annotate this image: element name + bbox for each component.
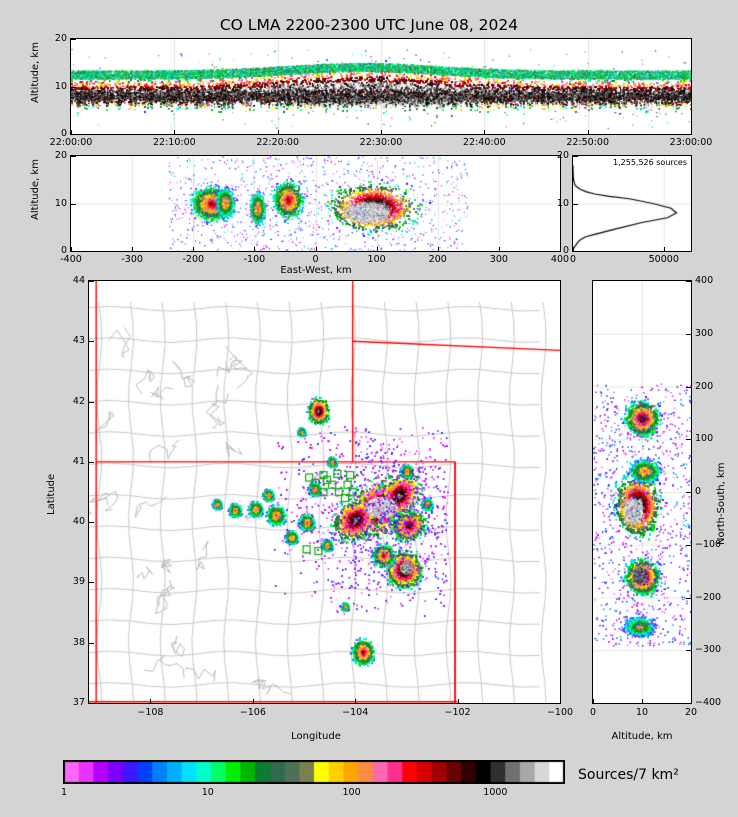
colorbar-tick-label: 10 xyxy=(201,787,214,798)
tick-label: 400 xyxy=(695,275,714,286)
tick-label: 0 xyxy=(60,245,67,256)
axis-tick xyxy=(438,247,439,252)
tick-label: 0 xyxy=(589,707,597,718)
tick-label: 37 xyxy=(72,697,85,708)
axis-tick xyxy=(588,130,589,135)
axis-tick xyxy=(71,156,76,157)
axis-tick xyxy=(484,130,485,135)
map-xlabel: Longitude xyxy=(291,731,341,742)
tick-label: 22:00:00 xyxy=(49,137,93,148)
tick-label: 20 xyxy=(54,33,67,44)
tick-label: 10 xyxy=(54,80,67,92)
axis-tick xyxy=(89,703,94,704)
tick-label: −400 xyxy=(695,697,722,708)
tick-label: 44 xyxy=(72,275,85,286)
axis-tick xyxy=(254,247,255,252)
tick-label: 39 xyxy=(72,576,85,588)
axis-tick xyxy=(89,281,94,282)
axis-tick xyxy=(89,643,94,644)
tick-label: 40 xyxy=(72,516,85,528)
tick-label: -400 xyxy=(60,254,82,265)
axis-tick xyxy=(71,204,76,205)
axis-tick xyxy=(686,334,691,335)
time-height-plot xyxy=(71,39,691,134)
tick-label: 300 xyxy=(695,327,714,339)
tick-label: 200 xyxy=(695,380,714,392)
tick-label: 41 xyxy=(72,455,85,467)
axis-tick xyxy=(573,247,574,252)
axis-tick xyxy=(278,130,279,135)
ew-height-plot xyxy=(71,156,560,251)
axis-tick xyxy=(381,130,382,135)
axis-tick xyxy=(560,699,561,704)
tick-label: −104 xyxy=(342,707,369,718)
axis-tick xyxy=(89,462,94,463)
axis-tick xyxy=(71,247,72,252)
axis-tick xyxy=(686,545,691,546)
axis-tick xyxy=(686,492,691,493)
time-height-ylabel: Altitude, km xyxy=(30,42,41,103)
tick-label: 38 xyxy=(72,636,85,648)
axis-tick xyxy=(686,439,691,440)
map-ylabel: Latitude xyxy=(46,473,57,515)
page-title: CO LMA 2200-2300 UTC June 08, 2024 xyxy=(219,16,519,34)
axis-tick xyxy=(560,247,561,252)
tick-label: 50000 xyxy=(648,254,679,265)
axis-tick xyxy=(499,247,500,252)
axis-tick xyxy=(686,281,691,282)
tick-label: 22:40:00 xyxy=(462,137,506,148)
tick-label: 22:50:00 xyxy=(566,137,609,148)
axis-tick xyxy=(458,699,459,704)
axis-tick xyxy=(71,39,76,40)
axis-tick xyxy=(642,699,643,704)
tick-label: −100 xyxy=(546,707,574,718)
colorbar-tick-label: 100 xyxy=(342,787,361,798)
tick-label: -300 xyxy=(121,254,143,265)
axis-tick xyxy=(573,156,578,157)
colorbar-tick-label: 1000 xyxy=(483,787,508,798)
axis-tick xyxy=(377,247,378,252)
tick-label: 42 xyxy=(72,395,85,407)
tick-label: 10 xyxy=(54,197,67,209)
axis-tick xyxy=(150,699,151,704)
tick-label: 22:30:00 xyxy=(359,137,403,148)
tick-label: 200 xyxy=(428,254,447,265)
altitude-histogram-plot xyxy=(573,156,691,251)
colorbar-tick-label: 1 xyxy=(60,787,68,798)
axis-tick xyxy=(89,341,94,342)
tick-label: 10 xyxy=(556,197,569,209)
source-count-label: 1,255,526 sources xyxy=(613,158,687,167)
tick-label: −106 xyxy=(239,707,266,718)
tick-label: 300 xyxy=(489,254,508,265)
tick-label: 22:20:00 xyxy=(256,137,299,148)
axis-tick xyxy=(691,130,692,135)
ns-height-ylabel: North-South, km xyxy=(716,462,727,545)
tick-label: 10 xyxy=(635,707,649,718)
tick-label: −300 xyxy=(695,644,722,656)
tick-label: 20 xyxy=(54,150,67,161)
axis-tick xyxy=(71,87,76,88)
tick-label: −102 xyxy=(444,707,471,718)
tick-label: 400 xyxy=(550,254,570,265)
axis-tick xyxy=(355,699,356,704)
axis-tick xyxy=(89,402,94,403)
colorbar-label: Sources/7 km² xyxy=(578,767,679,783)
axis-tick xyxy=(132,247,133,252)
axis-tick xyxy=(71,130,72,135)
tick-label: -100 xyxy=(243,254,266,265)
axis-tick xyxy=(193,247,194,252)
tick-label: 0 xyxy=(562,245,569,256)
ns-height-xlabel: Altitude, km xyxy=(611,731,673,742)
tick-label: 43 xyxy=(72,335,85,347)
axis-tick xyxy=(253,699,254,704)
axis-tick xyxy=(89,522,94,523)
colorbar-frame xyxy=(63,760,565,784)
tick-label: 0 xyxy=(312,254,319,265)
tick-label: 20 xyxy=(684,707,698,718)
axis-tick xyxy=(174,130,175,135)
tick-label: -200 xyxy=(182,254,205,265)
axis-tick xyxy=(686,598,691,599)
ns-height-plot xyxy=(593,281,691,703)
tick-label: 23:00:00 xyxy=(669,137,713,148)
axis-tick xyxy=(686,650,691,651)
tick-label: −108 xyxy=(137,707,164,718)
axis-tick xyxy=(89,582,94,583)
tick-label: −200 xyxy=(695,591,722,603)
ew-height-xlabel: East-West, km xyxy=(280,265,352,276)
axis-tick xyxy=(686,387,691,388)
tick-label: 0 xyxy=(60,128,67,139)
tick-label: 22:10:00 xyxy=(152,137,196,148)
axis-tick xyxy=(664,247,665,252)
ew-height-ylabel: Altitude, km xyxy=(30,159,41,220)
tick-label: 0 xyxy=(695,486,702,497)
axis-tick xyxy=(316,247,317,252)
map-plot xyxy=(89,281,560,703)
axis-tick xyxy=(593,699,594,704)
tick-label: 0 xyxy=(569,254,577,265)
tick-label: 100 xyxy=(367,254,386,265)
tick-label: 20 xyxy=(556,150,569,161)
tick-label: 100 xyxy=(695,433,714,445)
axis-tick xyxy=(573,204,578,205)
tick-label: −100 xyxy=(695,538,722,550)
axis-tick xyxy=(691,699,692,704)
